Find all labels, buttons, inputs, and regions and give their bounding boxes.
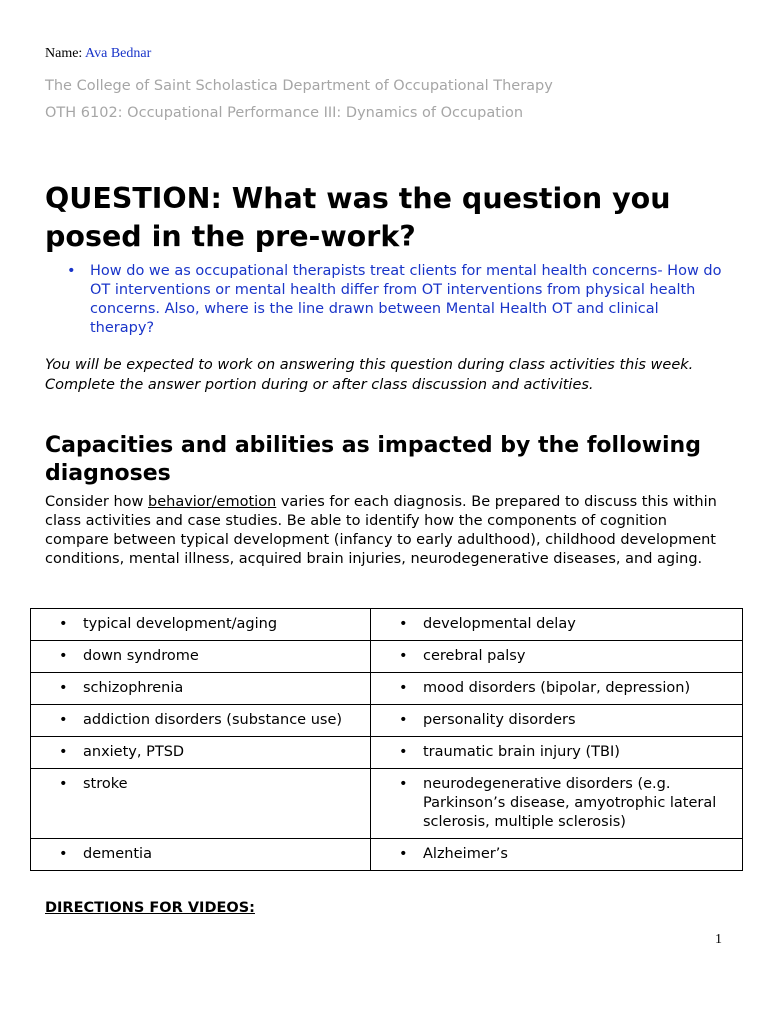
bullet-icon: • xyxy=(399,616,408,632)
table-cell xyxy=(31,705,371,737)
bullet-icon: • xyxy=(399,680,408,696)
intro-underlined: behavior/emotion xyxy=(148,494,277,510)
table-cell xyxy=(31,737,371,769)
diagnosis-item xyxy=(371,615,736,634)
diagnosis-item xyxy=(31,615,364,634)
intro-after: varies for each diagnosis. Be prepared to discuss this within class activities and case studies. Be able to identify how the components of cognition compare between typical development (infancy to early adulthood), childhood development conditions, mental illness, acquired brain injuries, neurodegenerative diseases, and aging. xyxy=(45,494,717,567)
diagnosis-text: mood disorders (bipolar, depression) xyxy=(423,680,691,696)
diagnosis-item xyxy=(31,775,364,794)
capacities-heading: Capacities and abilities as impacted by the following diagnoses xyxy=(45,433,701,486)
question-heading: QUESTION: What was the question you posed in the pre-work? xyxy=(45,182,671,253)
page-number: 1 xyxy=(715,932,722,947)
bullet-icon: • xyxy=(59,648,68,664)
diagnosis-item xyxy=(31,711,364,730)
table-cell xyxy=(371,839,743,871)
diagnosis-text: schizophrenia xyxy=(83,680,184,696)
diagnosis-item xyxy=(371,679,736,698)
bullet-icon: • xyxy=(59,846,68,862)
table-cell xyxy=(31,641,371,673)
diagnoses-table xyxy=(30,608,743,871)
name-label: Name: xyxy=(45,46,86,61)
diagnosis-text: typical development/aging xyxy=(83,616,278,632)
diagnosis-text: dementia xyxy=(83,846,152,862)
table-row xyxy=(31,705,743,737)
bullet-icon: • xyxy=(399,712,408,728)
table-cell xyxy=(31,609,371,641)
directions-heading: DIRECTIONS FOR VIDEOS: xyxy=(45,900,255,916)
diagnosis-item xyxy=(31,743,364,762)
table-row xyxy=(31,839,743,871)
college-department: The College of Saint Scholastica Department of Occupational Therapy xyxy=(45,78,553,94)
bullet-icon: • xyxy=(67,263,76,279)
table-cell xyxy=(31,673,371,705)
table-row xyxy=(31,737,743,769)
bullet-icon: • xyxy=(399,744,408,760)
table-cell xyxy=(31,839,371,871)
table-cell xyxy=(371,769,743,839)
intro-before: Consider how xyxy=(45,494,148,510)
bullet-icon: • xyxy=(59,776,68,792)
bullet-icon: • xyxy=(59,744,68,760)
diagnosis-text: personality disorders xyxy=(423,712,576,728)
diagnosis-item xyxy=(371,775,736,832)
diagnosis-text: anxiety, PTSD xyxy=(83,744,185,760)
diagnosis-text: stroke xyxy=(83,776,128,792)
table-row xyxy=(31,769,743,839)
diagnosis-item xyxy=(31,647,364,666)
bullet-icon: • xyxy=(59,616,68,632)
table-row xyxy=(31,609,743,641)
diagnosis-item xyxy=(371,743,736,762)
bullet-icon: • xyxy=(399,846,408,862)
table-row xyxy=(31,673,743,705)
bullet-icon: • xyxy=(59,680,68,696)
bullet-icon: • xyxy=(399,776,408,792)
diagnosis-text: neurodegenerative disorders (e.g. Parkinson’s disease, amyotrophic lateral sclerosis, multiple sclerosis) xyxy=(423,776,717,830)
diagnosis-text: cerebral palsy xyxy=(423,648,526,664)
course-title: OTH 6102: Occupational Performance III: Dynamics of Occupation xyxy=(45,105,524,121)
question-answer-item xyxy=(45,262,725,338)
table-row xyxy=(31,641,743,673)
capacities-intro xyxy=(45,493,735,569)
student-name-line xyxy=(45,46,151,62)
student-name: Ava Bednar xyxy=(85,46,152,61)
diagnosis-text: addiction disorders (substance use) xyxy=(83,712,343,728)
table-cell xyxy=(371,673,743,705)
diagnosis-text: traumatic brain injury (TBI) xyxy=(423,744,620,760)
diagnosis-item xyxy=(371,647,736,666)
expectation-note: You will be expected to work on answering this question during class activities this week. Complete the answer portion during or after class discussion and activities. xyxy=(45,357,694,393)
table-cell xyxy=(371,641,743,673)
diagnosis-text: developmental delay xyxy=(423,616,576,632)
question-answer-text: How do we as occupational therapists treat clients for mental health concerns- How do OT interventions or mental health differ from OT interventions from physical health concerns. Also, where is the line drawn between Mental Health OT and clinical therapy? xyxy=(90,263,722,336)
bullet-icon: • xyxy=(59,712,68,728)
diagnosis-text: Alzheimer’s xyxy=(423,846,508,862)
table-cell xyxy=(371,609,743,641)
question-answer-list xyxy=(45,262,725,338)
bullet-icon: • xyxy=(399,648,408,664)
diagnosis-text: down syndrome xyxy=(83,648,199,664)
table-cell xyxy=(371,705,743,737)
table-cell xyxy=(371,737,743,769)
table-cell xyxy=(31,769,371,839)
diagnosis-item xyxy=(31,845,364,864)
diagnosis-item xyxy=(31,679,364,698)
diagnosis-item xyxy=(371,711,736,730)
diagnosis-item xyxy=(371,845,736,864)
